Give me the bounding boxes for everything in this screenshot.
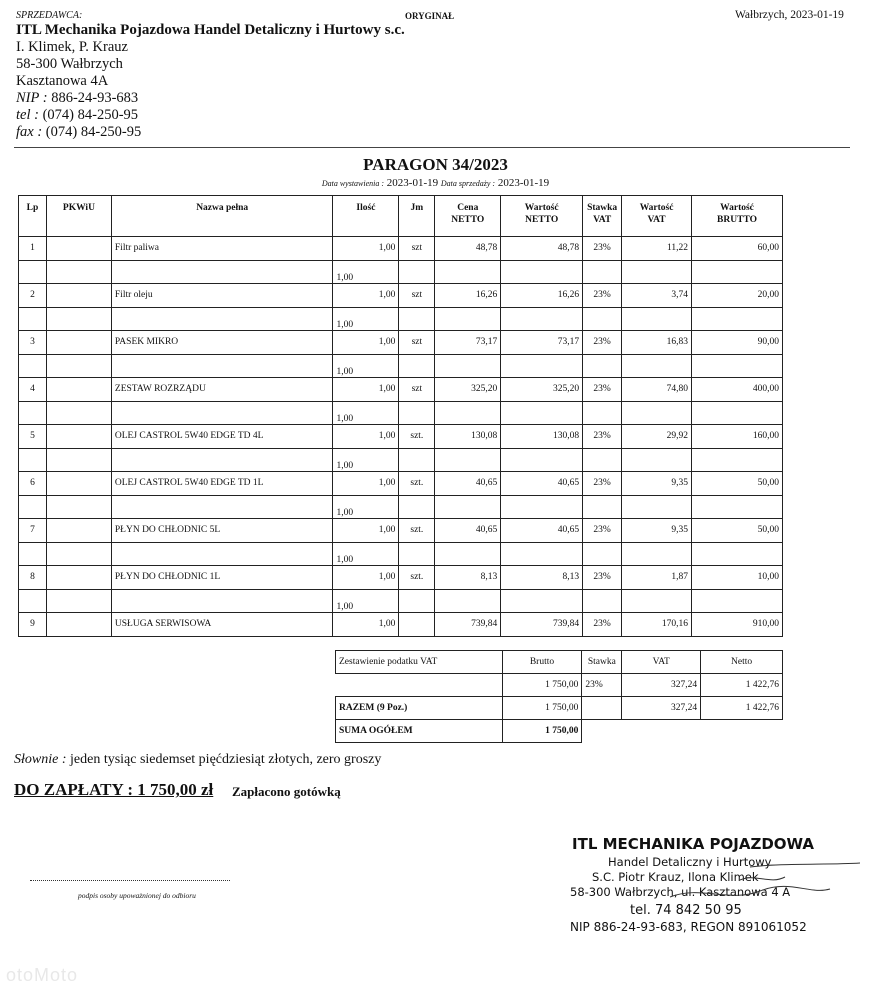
tel-label: tel :	[16, 107, 39, 123]
table-row	[19, 613, 783, 637]
subcell-brutto	[692, 260, 783, 284]
subcell-rate	[583, 260, 622, 284]
subcell-qty: 1,00	[333, 307, 399, 331]
subcell-rate	[583, 589, 622, 613]
table-row	[19, 472, 783, 496]
cell-rate: 23%	[583, 613, 622, 637]
table-row	[19, 237, 783, 261]
subcell-qty: 1,00	[333, 401, 399, 425]
cell-brutto: 910,00	[692, 613, 783, 637]
cell-pkwiu	[46, 378, 111, 402]
table-row	[19, 331, 783, 355]
col-rate: Stawka VAT	[583, 196, 622, 237]
vat-col-rate: Stawka	[582, 651, 622, 674]
subcell-unit	[399, 495, 435, 519]
col-brutto: Wartość BRUTTO	[692, 196, 783, 237]
subcell-vat	[622, 495, 692, 519]
seller-tel	[16, 107, 405, 124]
seller-block	[16, 22, 405, 141]
cell-name: Filtr paliwa	[111, 237, 333, 261]
cell-vat: 16,83	[622, 331, 692, 355]
cell-lp: 8	[19, 566, 47, 590]
cell-lp: 5	[19, 425, 47, 449]
subcell-rate	[583, 307, 622, 331]
subcell-price	[435, 542, 501, 566]
seller-label: SPRZEDAWCA:	[16, 10, 83, 21]
col-pkwiu: PKWiU	[46, 196, 111, 237]
table-row	[19, 378, 783, 402]
signature-scribble-icon	[630, 845, 870, 915]
fax-value: (074) 84-250-95	[45, 124, 142, 140]
subcell-pkwiu	[46, 495, 111, 519]
cell-brutto: 20,00	[692, 284, 783, 308]
subcell-unit	[399, 354, 435, 378]
cell-rate: 23%	[583, 566, 622, 590]
cell-rate: 23%	[583, 425, 622, 449]
subcell-netto	[501, 260, 583, 284]
signature-line	[30, 880, 230, 881]
cell-name: ZESTAW ROZRZĄDU	[111, 378, 333, 402]
cell-price: 40,65	[435, 472, 501, 496]
cell-unit: szt.	[399, 566, 435, 590]
vat-col-netto: Netto	[701, 651, 783, 674]
cell-price: 325,20	[435, 378, 501, 402]
subcell-pkwiu	[46, 260, 111, 284]
subcell-brutto	[692, 401, 783, 425]
cell-pkwiu	[46, 519, 111, 543]
company-stamp	[570, 835, 860, 945]
vat-grand-brutto: 1 750,00	[502, 720, 582, 743]
cell-brutto: 50,00	[692, 519, 783, 543]
subcell-unit	[399, 401, 435, 425]
cell-vat: 9,35	[622, 519, 692, 543]
fax-label: fax :	[16, 124, 43, 140]
cell-lp: 1	[19, 237, 47, 261]
table-subrow	[19, 401, 783, 425]
seller-city: 58-300 Wałbrzych	[16, 56, 123, 72]
subcell-qty: 1,00	[333, 354, 399, 378]
subcell-unit	[399, 448, 435, 472]
subcell-vat	[622, 354, 692, 378]
nip-label: NIP :	[16, 90, 48, 106]
subcell-pkwiu	[46, 542, 111, 566]
subcell-netto	[501, 354, 583, 378]
subcell-pkwiu	[46, 448, 111, 472]
seller-fax	[16, 124, 405, 141]
nip-value: 886-24-93-683	[51, 90, 139, 106]
cell-qty: 1,00	[333, 472, 399, 496]
vat-rate-brutto: 1 750,00	[502, 674, 582, 697]
cell-brutto: 90,00	[692, 331, 783, 355]
vat-col-vat: VAT	[622, 651, 701, 674]
paid-note: Zapłacono gotówką	[232, 784, 341, 799]
seller-owners: I. Klimek, P. Krauz	[16, 39, 128, 55]
vat-total-label: RAZEM (9 Poz.)	[336, 697, 503, 720]
col-qty: Ilość	[333, 196, 399, 237]
sale-date: 2023-01-19	[497, 177, 550, 189]
cell-vat: 11,22	[622, 237, 692, 261]
cell-rate: 23%	[583, 284, 622, 308]
cell-netto: 73,17	[501, 331, 583, 355]
signature-caption: podpis osoby upoważnionej do odbioru	[78, 891, 196, 900]
cell-vat: 9,35	[622, 472, 692, 496]
cell-name: PŁYN DO CHŁODNIC 1L	[111, 566, 333, 590]
table-subrow	[19, 354, 783, 378]
col-unit: Jm	[399, 196, 435, 237]
cell-lp: 4	[19, 378, 47, 402]
vat-rate-empty	[336, 674, 503, 697]
subcell-netto	[501, 589, 583, 613]
col-price: Cena NETTO	[435, 196, 501, 237]
table-subrow	[19, 495, 783, 519]
vat-total-netto: 1 422,76	[701, 697, 783, 720]
vat-header-label: Zestawienie podatku VAT	[336, 651, 503, 674]
subcell-unit	[399, 307, 435, 331]
cell-pkwiu	[46, 237, 111, 261]
subcell-unit	[399, 260, 435, 284]
cell-rate: 23%	[583, 237, 622, 261]
subcell-rate	[583, 401, 622, 425]
subcell-vat	[622, 542, 692, 566]
stamp-line5: tel. 74 842 50 95	[630, 903, 742, 918]
subcell-brutto	[692, 307, 783, 331]
cell-price: 130,08	[435, 425, 501, 449]
subcell-pkwiu	[46, 589, 111, 613]
table-subrow	[19, 448, 783, 472]
cell-lp: 3	[19, 331, 47, 355]
stamp-line3: S.C. Piotr Krauz, Ilona Klimek	[592, 870, 759, 884]
cell-brutto: 60,00	[692, 237, 783, 261]
stamp-line1: ITL MECHANIKA POJAZDOWA	[572, 835, 815, 853]
vat-grand-row	[336, 720, 783, 743]
vat-rate-netto: 1 422,76	[701, 674, 783, 697]
cell-rate: 23%	[583, 519, 622, 543]
cell-unit: szt.	[399, 425, 435, 449]
subcell-rate	[583, 354, 622, 378]
subcell-lp	[19, 448, 47, 472]
cell-price: 40,65	[435, 519, 501, 543]
subcell-name	[111, 307, 333, 331]
cell-name: PASEK MIKRO	[111, 331, 333, 355]
subcell-brutto	[692, 495, 783, 519]
subcell-lp	[19, 401, 47, 425]
table-row	[19, 284, 783, 308]
cell-unit: szt.	[399, 472, 435, 496]
cell-price: 16,26	[435, 284, 501, 308]
subcell-name	[111, 589, 333, 613]
subcell-netto	[501, 401, 583, 425]
cell-unit: szt.	[399, 519, 435, 543]
cell-pkwiu	[46, 472, 111, 496]
cell-netto: 130,08	[501, 425, 583, 449]
vat-grand-label: SUMA OGÓŁEM	[336, 720, 503, 743]
vat-total-row	[336, 697, 783, 720]
table-header-row	[19, 196, 783, 237]
words-value: jeden tysiąc siedemset pięćdziesiąt złotych, zero groszy	[70, 752, 382, 767]
cell-price: 73,17	[435, 331, 501, 355]
cell-netto: 325,20	[501, 378, 583, 402]
table-subrow	[19, 307, 783, 331]
subcell-qty: 1,00	[333, 495, 399, 519]
subcell-qty: 1,00	[333, 542, 399, 566]
sale-label: Data sprzedaży :	[440, 179, 496, 188]
subcell-rate	[583, 542, 622, 566]
tel-value: (074) 84-250-95	[42, 107, 139, 123]
col-name: Nazwa pełna	[111, 196, 333, 237]
subcell-name	[111, 260, 333, 284]
watermark: otoMoto	[6, 965, 79, 985]
vat-grand-empty	[582, 720, 783, 743]
cell-name: USŁUGA SERWISOWA	[111, 613, 333, 637]
cell-pkwiu	[46, 284, 111, 308]
cell-price: 48,78	[435, 237, 501, 261]
subcell-name	[111, 495, 333, 519]
to-pay: DO ZAPŁATY : 1 750,00 zł	[14, 780, 214, 799]
issue-label: Data wystawienia :	[321, 179, 385, 188]
vat-total-brutto: 1 750,00	[502, 697, 582, 720]
vat-total-rate-empty	[582, 697, 622, 720]
col-lp: Lp	[19, 196, 47, 237]
subcell-name	[111, 354, 333, 378]
cell-price: 739,84	[435, 613, 501, 637]
subcell-price	[435, 260, 501, 284]
subcell-brutto	[692, 448, 783, 472]
table-row	[19, 566, 783, 590]
cell-lp: 6	[19, 472, 47, 496]
subcell-vat	[622, 307, 692, 331]
subcell-netto	[501, 448, 583, 472]
table-subrow	[19, 260, 783, 284]
table-row	[19, 425, 783, 449]
stamp-line6: NIP 886-24-93-683, REGON 891061052	[570, 920, 807, 934]
seller-name: ITL Mechanika Pojazdowa Handel Detaliczny i Hurtowy s.c.	[16, 22, 405, 38]
cell-vat: 1,87	[622, 566, 692, 590]
cell-qty: 1,00	[333, 284, 399, 308]
subcell-vat	[622, 401, 692, 425]
issue-date: 2023-01-19	[386, 177, 439, 189]
cell-unit	[399, 613, 435, 637]
cell-netto: 48,78	[501, 237, 583, 261]
vat-rate-rate: 23%	[582, 674, 622, 697]
table-row	[19, 519, 783, 543]
subcell-brutto	[692, 354, 783, 378]
stamp-line4: 58-300 Wałbrzych, ul. Kasztanowa 4 A	[570, 885, 791, 899]
cell-price: 8,13	[435, 566, 501, 590]
subcell-netto	[501, 307, 583, 331]
col-netto: Wartość NETTO	[501, 196, 583, 237]
items-body	[19, 237, 783, 637]
document-dates	[0, 177, 871, 189]
subcell-pkwiu	[46, 354, 111, 378]
subcell-vat	[622, 260, 692, 284]
subcell-lp	[19, 495, 47, 519]
cell-pkwiu	[46, 566, 111, 590]
cell-vat: 170,16	[622, 613, 692, 637]
subcell-qty: 1,00	[333, 260, 399, 284]
stamp-line2: Handel Detaliczny i Hurtowy	[608, 855, 772, 869]
vat-summary-table	[335, 650, 783, 743]
cell-unit: szt	[399, 378, 435, 402]
col-vat: Wartość VAT	[622, 196, 692, 237]
subcell-lp	[19, 354, 47, 378]
place-date: Wałbrzych, 2023-01-19	[735, 9, 844, 21]
subcell-pkwiu	[46, 307, 111, 331]
cell-rate: 23%	[583, 378, 622, 402]
cell-name: Filtr oleju	[111, 284, 333, 308]
vat-header-row	[336, 651, 783, 674]
subcell-price	[435, 401, 501, 425]
words-label: Słownie :	[14, 752, 67, 767]
subcell-name	[111, 542, 333, 566]
subcell-lp	[19, 589, 47, 613]
cell-vat: 74,80	[622, 378, 692, 402]
subcell-qty: 1,00	[333, 589, 399, 613]
subcell-name	[111, 448, 333, 472]
subcell-price	[435, 354, 501, 378]
subcell-price	[435, 589, 501, 613]
subcell-brutto	[692, 589, 783, 613]
subcell-price	[435, 495, 501, 519]
cell-pkwiu	[46, 331, 111, 355]
subcell-rate	[583, 448, 622, 472]
cell-qty: 1,00	[333, 425, 399, 449]
items-table	[18, 195, 783, 637]
subcell-qty: 1,00	[333, 448, 399, 472]
cell-unit: szt	[399, 284, 435, 308]
cell-netto: 16,26	[501, 284, 583, 308]
cell-name: PŁYN DO CHŁODNIC 5L	[111, 519, 333, 543]
subcell-price	[435, 307, 501, 331]
cell-name: OLEJ CASTROL 5W40 EDGE TD 1L	[111, 472, 333, 496]
subcell-lp	[19, 307, 47, 331]
seller-street: Kasztanowa 4A	[16, 73, 109, 89]
cell-name: OLEJ CASTROL 5W40 EDGE TD 4L	[111, 425, 333, 449]
cell-brutto: 160,00	[692, 425, 783, 449]
table-subrow	[19, 542, 783, 566]
amount-in-words	[14, 752, 381, 768]
cell-unit: szt	[399, 237, 435, 261]
subcell-netto	[501, 495, 583, 519]
cell-qty: 1,00	[333, 566, 399, 590]
cell-netto: 739,84	[501, 613, 583, 637]
vat-rate-row	[336, 674, 783, 697]
original-label: ORYGINAŁ	[405, 11, 455, 21]
subcell-rate	[583, 495, 622, 519]
cell-qty: 1,00	[333, 613, 399, 637]
subcell-lp	[19, 542, 47, 566]
subcell-name	[111, 401, 333, 425]
cell-rate: 23%	[583, 472, 622, 496]
cell-brutto: 10,00	[692, 566, 783, 590]
cell-lp: 7	[19, 519, 47, 543]
subcell-vat	[622, 589, 692, 613]
vat-total-vat: 327,24	[622, 697, 701, 720]
cell-qty: 1,00	[333, 519, 399, 543]
cell-netto: 8,13	[501, 566, 583, 590]
cell-pkwiu	[46, 425, 111, 449]
cell-unit: szt	[399, 331, 435, 355]
document-title: PARAGON 34/2023	[363, 155, 508, 174]
cell-lp: 9	[19, 613, 47, 637]
cell-netto: 40,65	[501, 519, 583, 543]
cell-vat: 29,92	[622, 425, 692, 449]
vat-col-brutto: Brutto	[502, 651, 582, 674]
subcell-unit	[399, 542, 435, 566]
cell-netto: 40,65	[501, 472, 583, 496]
subcell-pkwiu	[46, 401, 111, 425]
subcell-price	[435, 448, 501, 472]
cell-rate: 23%	[583, 331, 622, 355]
vat-rate-vat: 327,24	[622, 674, 701, 697]
cell-pkwiu	[46, 613, 111, 637]
cell-qty: 1,00	[333, 237, 399, 261]
subcell-lp	[19, 260, 47, 284]
divider	[14, 147, 850, 148]
table-subrow	[19, 589, 783, 613]
subcell-vat	[622, 448, 692, 472]
subcell-netto	[501, 542, 583, 566]
cell-vat: 3,74	[622, 284, 692, 308]
subcell-brutto	[692, 542, 783, 566]
cell-qty: 1,00	[333, 378, 399, 402]
cell-lp: 2	[19, 284, 47, 308]
cell-qty: 1,00	[333, 331, 399, 355]
cell-brutto: 400,00	[692, 378, 783, 402]
cell-brutto: 50,00	[692, 472, 783, 496]
subcell-unit	[399, 589, 435, 613]
seller-nip	[16, 90, 405, 107]
